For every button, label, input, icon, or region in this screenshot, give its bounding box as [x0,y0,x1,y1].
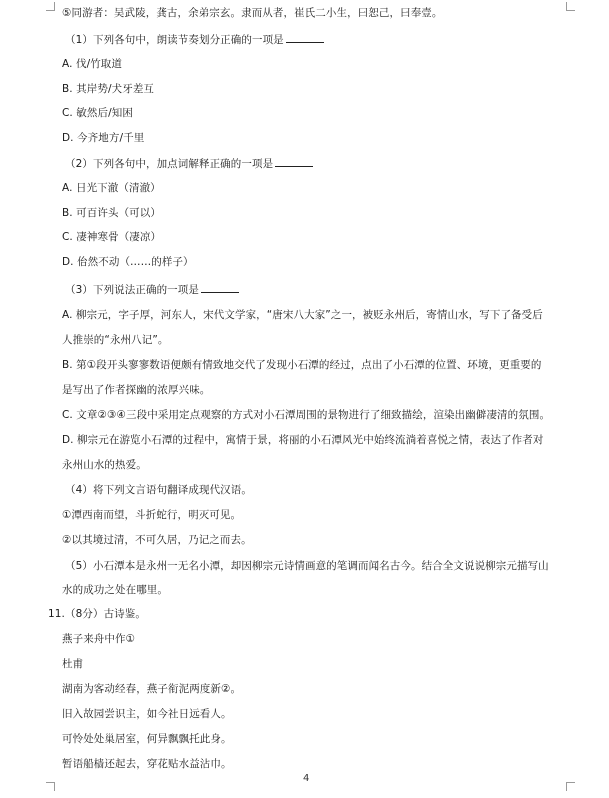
question-3-option-b-line-2: 是写出了作者探幽的浓厚兴味。 [62,384,211,396]
poem-line-3: 可怜处处巢居室，何异飘飘托此身。 [62,733,232,745]
answer-blank [286,32,324,43]
poem-title: 燕子来舟中作① [62,633,136,645]
question-3-option-d-line-1: D. 柳宗元在游览小石潭的过程中，寓情于景，将丽的小石潭风光中始终流淌着喜悦之情，表达了作者对 [62,434,544,446]
question-3-option-d-line-2: 永州山水的热爱。 [62,459,147,471]
poem-author: 杜甫 [62,658,84,670]
question-3-option-c: C. 文章②③④三段中采用定点观察的方式对小石潭周围的景物进行了细致描绘，渲染出幽僻凄清的氛围。 [62,409,551,421]
question-2-option-d: D. 佁然不动（……的样子） [62,256,194,268]
question-4-sentence-2: ②以其境过清，不可久居，乃记之而去。 [62,534,252,546]
question-5-line-1: （5）小石潭本是永州一无名小潭，却因柳宗元诗情画意的笔调而闻名古今。结合全文说说柳宗元描写山 [65,560,549,572]
question-3-option-a-line-2: 人推崇的“永州八记”。 [62,334,169,346]
poem-line-1: 湖南为客动经春，燕子衔泥两度新②。 [62,683,242,695]
question-4: （4）将下列文言语句翻译成现代汉语。 [65,484,252,496]
question-1-option-a: A. 伐/竹取道 [62,58,123,70]
corner-mark-bottom-right [566,782,575,791]
question-2-option-a: A. 日光下澈（清澈） [62,182,161,194]
corner-mark-top-left [46,2,55,11]
answer-blank [275,156,313,167]
poem-line-2: 旧入故园尝识主，如今社日远看人。 [62,708,232,720]
question-2-text: （2）下列各句中，加点词解释正确的一项是 [65,158,274,170]
question-1-option-d: D. 今齐地方/千里 [62,132,145,144]
poem-line-4: 暂语船樯还起去，穿花贴水益沾巾。 [62,758,232,770]
answer-blank [201,282,239,293]
question-3-option-a-line-1: A. 柳宗元，字子厚，河东人，宋代文学家，“唐宋八大家”之一，被贬永州后，寄情山水，写下了备受后 [62,309,543,321]
question-2 [65,156,315,171]
question-1-option-c: C. 敏然后/知困 [62,107,133,119]
question-4-sentence-1: ①潭西南而望，斗折蛇行，明灭可见。 [62,509,242,521]
question-3 [65,282,241,297]
question-3-text: （3）下列说法正确的一项是 [65,284,199,296]
page-number: 4 [303,773,310,784]
question-2-option-c: C. 凄神寒骨（凄凉） [62,231,162,243]
question-5-line-2: 水的成功之处在哪里。 [62,584,168,596]
question-1-text: （1）下列各句中，朗读节奏划分正确的一项是 [65,34,284,46]
question-1 [65,32,326,47]
corner-mark-bottom-left [46,782,55,791]
corner-mark-top-right [566,2,575,11]
question-3-option-b-line-1: B. 第①段开头寥寥数语便颇有情致地交代了发现小石潭的经过，点出了小石潭的位置、环境，更重要的 [62,359,542,371]
question-1-option-b: B. 其岸势/犬牙差互 [62,83,155,95]
question-11-heading: 11.（8分）古诗鉴。 [48,608,146,620]
question-2-option-b: B. 可百许头（可以） [62,207,161,219]
paragraph-5: ⑤同游者：吴武陵，龚古，余弟宗玄。隶而从者，崔氏二小生，曰恕己，曰奉壹。 [62,7,443,19]
